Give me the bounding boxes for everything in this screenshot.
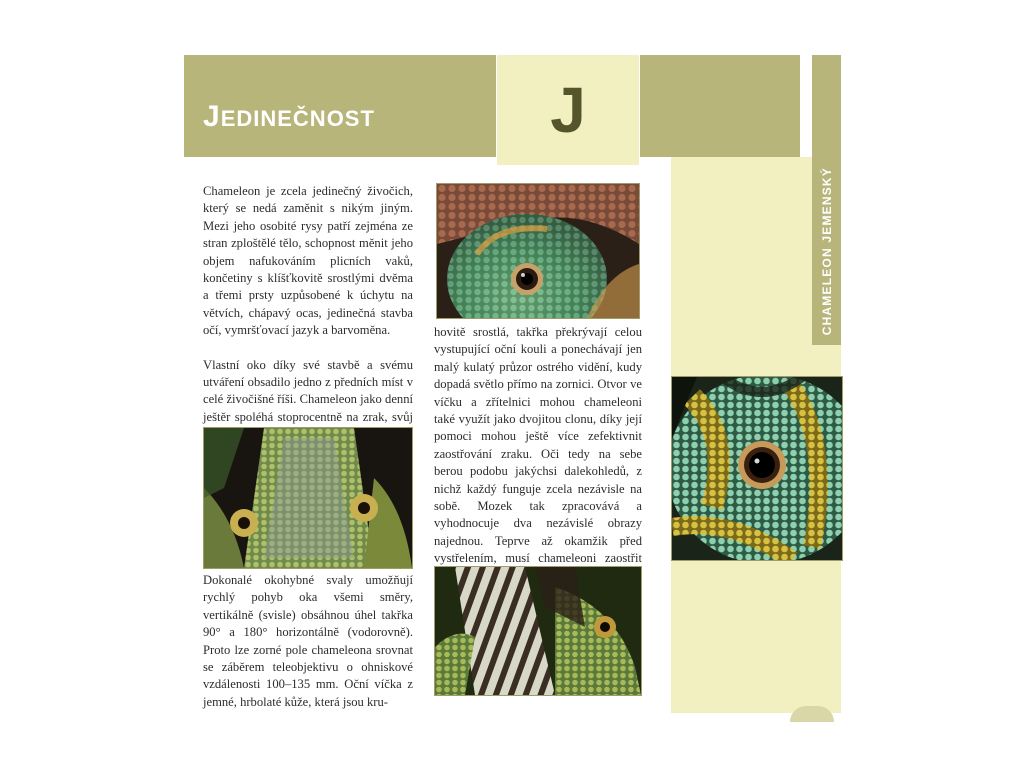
side-label xyxy=(812,55,841,345)
paragraph: Chameleon je zcela jedinečný živočich, který se nedá zaměnit s nikým jiným. Mezi jeho osobité rysy patří zejména ze stran zploštělé tělo, schopnost měnit jeho objem nafukováním plicních vaků, končetiny s klíšťkovitě srostlými dvěma a třemi prsty uzpůsobené k úchytu na větvích, chápavý ocas, jedinečná stavba očí, vymršťovací jazyk a barvoměna. xyxy=(203,184,413,338)
photo-eye-scales xyxy=(436,183,640,319)
photo-chameleon-head xyxy=(203,427,413,569)
text-column-left-bottom xyxy=(203,572,413,711)
paragraph: Vlastní oko díky své stavbě a svému utváření obsadilo jedno z předních míst v celé živočišné říši. Chameleon jako denní ještěr spoléhá stoprocentně na zrak, svůj xyxy=(203,357,413,424)
chapter-letter: J xyxy=(550,74,586,146)
title-initial: J xyxy=(203,100,221,133)
photo-eye-closeup xyxy=(671,376,843,561)
paragraph: Dokonalé okohybné svaly umožňují rychlý pohyb oka všemi směry, vertikálně (svisle) obsáhnou úhel takřka 90° a 180° horizontálně (vodorovně). Proto lze zorné pole chameleona srovnat se záběrem teleobjektivu o ohniskové vzdálenosti 100–135 mm. Oční víčka z jemné, hrbolaté kůže, která jsou kru- xyxy=(203,573,413,709)
page-title xyxy=(203,100,375,134)
text-column-left-top xyxy=(203,183,413,444)
photo-chameleon-side xyxy=(434,566,642,696)
text-column-right xyxy=(434,324,642,585)
header-band-right xyxy=(640,55,800,157)
page-curl xyxy=(790,706,834,722)
letter-box xyxy=(497,55,639,165)
paragraph: hovitě srostlá, takřka překrývají celou vystupující oční kouli a ponechávají jen malý kulatý průzor ostrého vidění, kudy dopadá světlo přímo na zornici. Otvor ve víčku a zřítelnici mohou chameleoni také využít jako dvojitou clonu, díky její pomoci mohou ještě více zefektivnit zaostřování zraku. Oči tedy na sebe berou podobu jakýchsi dalekohledů, z nichž každý funguje zcela nezávisle na sobě. Mozek tak zpracovává a vyhodnocuje dva nezávislé obrazy najednou. Teprve až okamžik před vystřelením, musí chameleoni zaostřit xyxy=(434,325,642,566)
title-rest: EDINEČNOST xyxy=(220,106,375,131)
side-label-text: CHAMELEON JEMENSKÝ xyxy=(819,166,834,335)
